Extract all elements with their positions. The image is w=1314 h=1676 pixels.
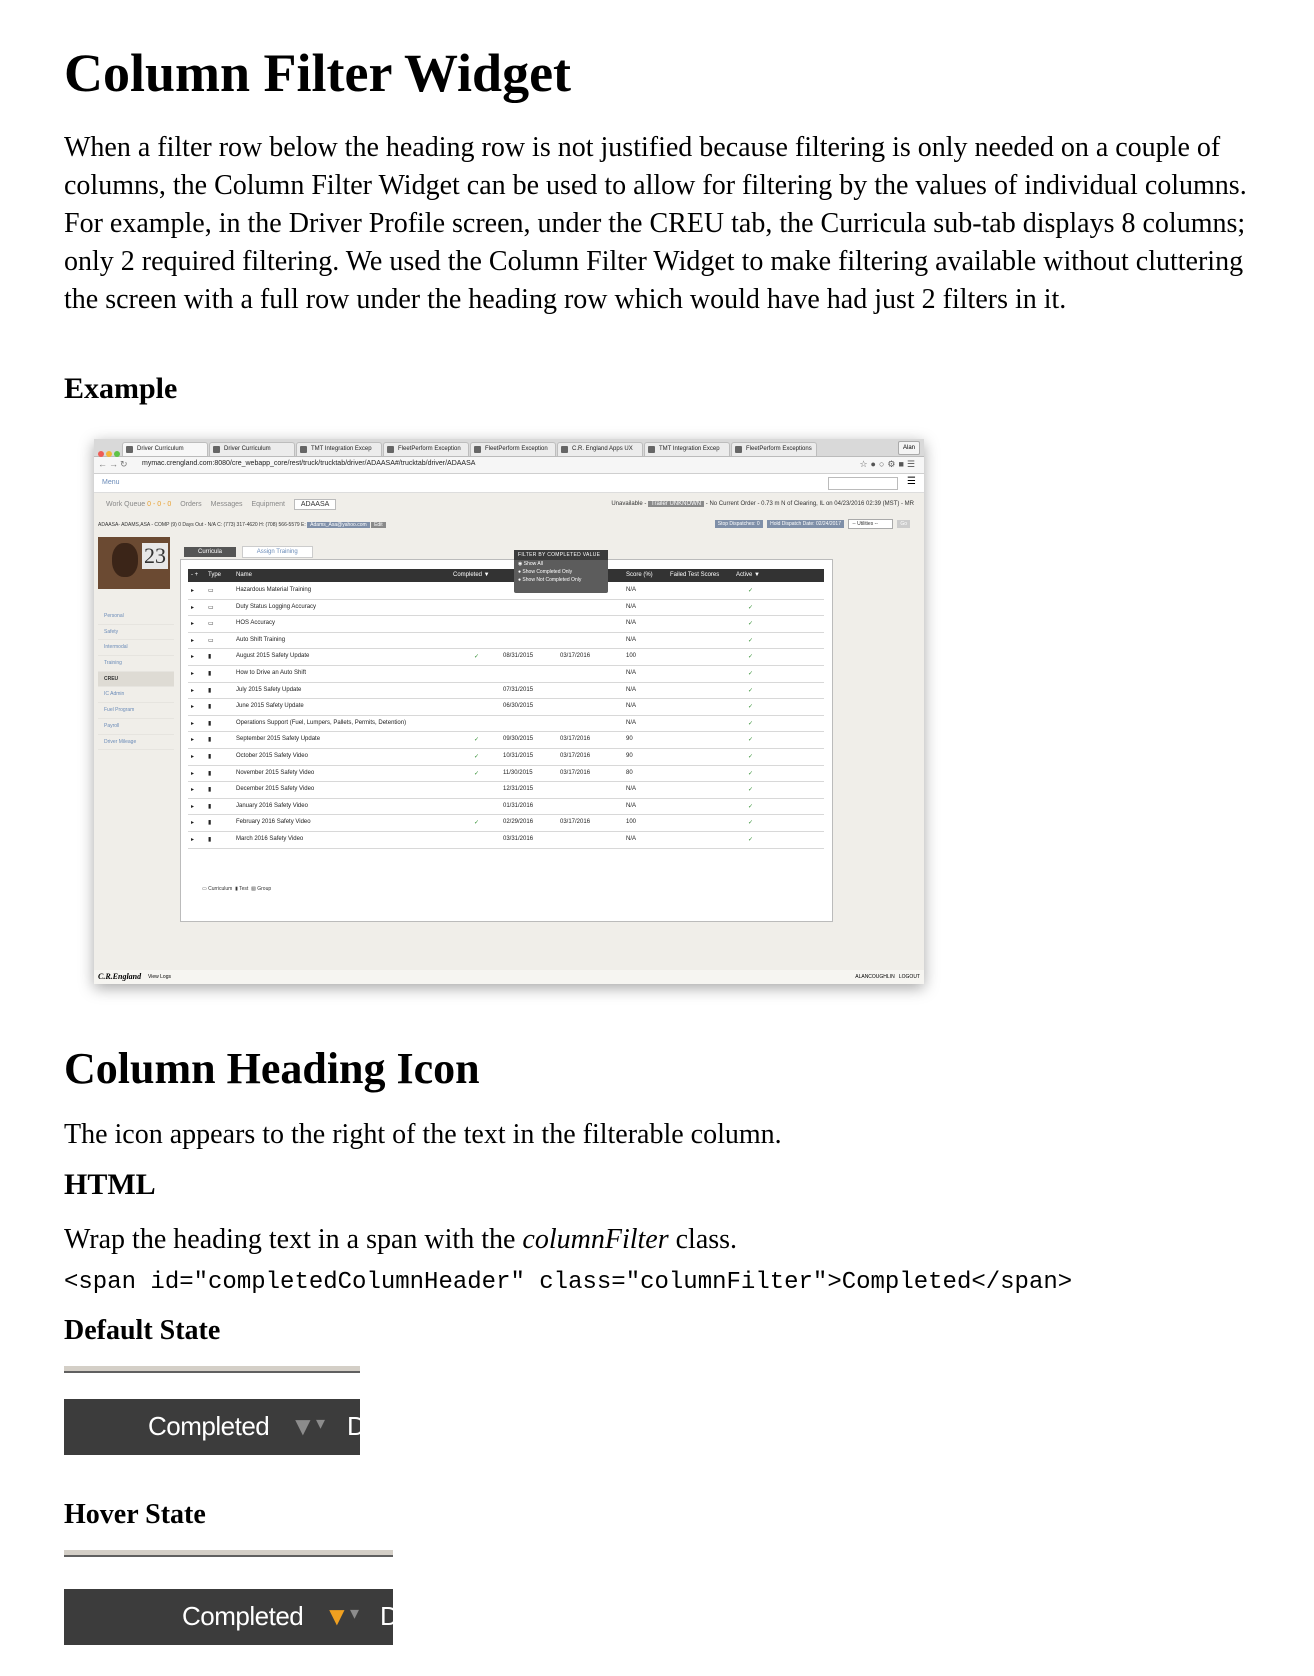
type-legend	[202, 886, 271, 892]
cell-score: 90	[626, 736, 633, 743]
cell-active: ✓	[748, 654, 754, 661]
cell-date1: 10/31/2015	[503, 753, 534, 759]
next-column-label-cut: D	[380, 1601, 399, 1631]
filter-icon-default[interactable]: ▼	[290, 1411, 316, 1441]
cell-type-icon: ▮	[208, 704, 212, 711]
cell-date1: 02/29/2016	[503, 819, 534, 826]
completed-label-default: Completed	[148, 1411, 270, 1441]
app-menu-bar	[94, 474, 924, 493]
cell-type-icon: ▮	[208, 787, 212, 794]
tab-favicon	[300, 446, 307, 453]
cell-type-icon: ▮	[208, 770, 212, 777]
go-button[interactable]: Go	[897, 520, 910, 528]
cell-score: N/A	[626, 620, 637, 627]
work-queue-counts: 0 - 0 - 0	[147, 501, 172, 508]
expand-row-icon[interactable]: ▸	[191, 770, 195, 777]
tab-favicon	[126, 446, 133, 453]
code-sample: <span id="completedColumnHeader" class="columnFilter">Completed</span>	[64, 1269, 1073, 1296]
cell-active: ✓	[748, 604, 754, 611]
table-row[interactable]	[188, 615, 824, 633]
sidebar-item-safety[interactable]: Safety	[98, 625, 174, 641]
cell-type-icon: ▭	[208, 621, 214, 628]
dispatch-controls	[712, 521, 910, 527]
utilities-select[interactable]: -- Utilities --	[848, 519, 893, 529]
cell-active: ✓	[748, 588, 754, 594]
user-button[interactable]: Alan	[898, 441, 920, 455]
cell-active: ✓	[748, 820, 754, 827]
cell-date1: 06/30/2015	[503, 703, 534, 710]
cell-type-icon: ▮	[208, 654, 212, 661]
next-column-label-cut: D	[347, 1411, 366, 1441]
cell-type-icon: ▭	[208, 604, 214, 611]
cell-date2: 03/17/2016	[560, 653, 591, 660]
cell-active: ✓	[748, 803, 754, 810]
cell-type-icon: ▭	[208, 637, 214, 644]
cell-type-icon: ▮	[208, 754, 212, 760]
default-state-heading: Default State	[64, 1315, 221, 1346]
column-header-hover	[64, 1589, 399, 1645]
profile-side-nav	[98, 609, 174, 750]
expand-row-icon[interactable]: ▸	[191, 803, 195, 810]
sidebar-item-ic-admin[interactable]: IC Admin	[98, 687, 174, 703]
hover-state-heading: Hover State	[64, 1499, 206, 1530]
company-logo: C.R.England	[98, 972, 142, 981]
footer-username: ALANCOUGHLIN	[855, 974, 895, 980]
logout-link[interactable]: LOGOUT	[898, 974, 920, 980]
cell-score: N/A	[626, 686, 637, 693]
sidebar-item-creu[interactable]: CREU	[98, 672, 174, 688]
address-bar	[94, 457, 924, 474]
cell-score: 90	[626, 753, 633, 759]
html-heading: HTML	[64, 1168, 156, 1201]
wrap-text-class: columnFilter	[522, 1224, 669, 1255]
cell-name: December 2015 Safety Video	[236, 786, 315, 793]
cell-active: ✓	[748, 687, 754, 694]
cell-score: N/A	[626, 836, 637, 842]
expand-row-icon[interactable]: ▸	[191, 588, 195, 594]
search-input[interactable]	[828, 477, 898, 490]
cell-type-icon: ▮	[208, 837, 212, 843]
driver-info-line	[98, 522, 386, 528]
browser-tab[interactable]	[470, 442, 556, 456]
browser-tab-label: FleetPerform Exception	[398, 446, 461, 452]
col-score: Score (%)	[626, 572, 653, 578]
expand-row-icon[interactable]: ▸	[191, 671, 195, 677]
browser-tab-strip	[94, 439, 924, 457]
expand-row-icon[interactable]: ▸	[191, 621, 195, 628]
menu-link[interactable]: Menu	[102, 479, 120, 486]
footer-user	[855, 974, 920, 980]
cell-name: How to Drive an Auto Shift	[236, 670, 307, 676]
driver-face	[112, 543, 138, 577]
cell-completed: ✓	[474, 737, 480, 744]
cell-score: 80	[626, 769, 633, 776]
cell-name: September 2015 Safety Update	[236, 736, 321, 743]
browser-tab[interactable]	[383, 442, 469, 456]
completed-label-hover: Completed	[182, 1601, 304, 1631]
legend-test: Test	[239, 886, 249, 892]
cell-name: August 2015 Safety Update	[236, 653, 310, 660]
table-row[interactable]	[188, 798, 824, 816]
section2-text: The icon appears to the right of the text in the filterable column.	[64, 1119, 782, 1150]
cell-active: ✓	[748, 720, 754, 727]
table-row[interactable]	[188, 731, 824, 749]
driver-number: 23	[144, 543, 166, 568]
cell-score: N/A	[626, 636, 637, 643]
table-row[interactable]	[188, 814, 824, 832]
extension-icons[interactable]: ☆●○⚙■☰	[859, 459, 918, 469]
nav-selected-driver[interactable]: ADAASA	[294, 499, 336, 510]
cell-date2: 03/17/2016	[560, 753, 591, 759]
cell-completed: ✓	[474, 754, 480, 760]
crop-divider-dark	[64, 1371, 360, 1373]
cell-name: June 2015 Safety Update	[236, 703, 304, 710]
nav-equipment[interactable]: Equipment	[251, 501, 285, 508]
cell-date1: 08/31/2015	[503, 653, 534, 660]
filter-option-completed-only[interactable]: ● Show Completed Only	[518, 569, 573, 575]
test-icon: ▮	[235, 886, 238, 892]
cell-active: ✓	[748, 737, 754, 744]
folder-icon: ▭	[202, 886, 207, 892]
filter-option-show-all[interactable]: ◉ Show All	[518, 561, 543, 567]
wrap-text-after: class.	[668, 1224, 738, 1255]
table-row[interactable]	[188, 781, 824, 799]
option-label: Show Completed Only	[522, 569, 573, 575]
expand-row-icon[interactable]: ▸	[191, 837, 195, 843]
browser-tab-label: Driver Curriculum	[137, 446, 184, 452]
table-row[interactable]	[188, 665, 824, 683]
browser-tab[interactable]	[731, 442, 817, 456]
wrap-text-before: Wrap the heading text in a span with the	[64, 1224, 523, 1255]
cell-date1: 11/30/2015	[503, 769, 533, 776]
cell-name: Operations Support (Fuel, Lumpers, Pallets, Permits, Detention)	[236, 719, 407, 726]
browser-tab-label: TMT Integration Excep	[311, 446, 372, 452]
sidebar-item-fuel-program[interactable]: Fuel Program	[98, 703, 174, 719]
driver-photo	[98, 537, 170, 589]
chevron-down-icon: ▾	[316, 1413, 326, 1433]
stop-dispatches-button[interactable]: Stop Dispatches: 0	[715, 520, 763, 528]
expand-row-icon[interactable]: ▸	[191, 604, 195, 611]
cell-score: N/A	[626, 802, 637, 809]
hover-state-crop	[64, 1550, 399, 1645]
expand-row-icon[interactable]: ▸	[191, 820, 195, 827]
table-row[interactable]	[188, 632, 824, 650]
cell-type-icon: ▮	[208, 803, 212, 810]
col-completed[interactable]: Completed ▼	[453, 572, 490, 578]
example-heading: Example	[64, 372, 178, 405]
cell-active: ✓	[748, 837, 754, 843]
expand-row-icon[interactable]: ▸	[191, 720, 195, 727]
legend-curriculum: Curriculum	[208, 886, 233, 892]
table-row[interactable]	[188, 765, 824, 783]
driver-email[interactable]: Adams_Asa@yahoo.com	[307, 522, 370, 528]
cell-date1: 03/31/2016	[503, 836, 534, 842]
table-header	[188, 569, 824, 582]
sub-tabs	[184, 546, 317, 558]
col-name: Name	[236, 572, 253, 578]
top-nav	[106, 501, 343, 508]
cell-score: N/A	[626, 603, 637, 610]
cell-name: Duty Status Logging Accuracy	[236, 603, 317, 610]
cell-score: 100	[626, 653, 637, 660]
expand-row-icon[interactable]: ▸	[191, 737, 195, 744]
option-label: Show All	[523, 561, 543, 567]
table-row[interactable]	[188, 682, 824, 700]
sidebar-item-intermodal[interactable]: Intermodal	[98, 640, 174, 656]
cell-completed: ✓	[474, 770, 480, 777]
table-row[interactable]	[188, 831, 824, 849]
wrap-text	[64, 1221, 1254, 1259]
cell-score: N/A	[626, 587, 637, 593]
cell-date1: 01/31/2016	[503, 802, 534, 809]
tab-favicon	[474, 446, 481, 453]
column-header-default	[64, 1399, 366, 1455]
cell-active: ✓	[748, 637, 754, 644]
cell-name: October 2015 Safety Video	[236, 753, 308, 759]
cell-active: ✓	[748, 787, 754, 794]
cell-score: N/A	[626, 786, 637, 793]
cell-type-icon: ▮	[208, 820, 212, 827]
cell-type-icon: ▮	[208, 737, 212, 744]
crop-divider-dark	[64, 1555, 393, 1557]
cell-name: January 2016 Safety Video	[236, 802, 308, 809]
table-row[interactable]	[188, 748, 824, 766]
edit-button[interactable]: Edit	[371, 522, 386, 528]
expand-row-icon[interactable]: ▸	[191, 637, 195, 644]
browser-tab[interactable]	[209, 442, 295, 456]
default-state-crop	[64, 1366, 366, 1455]
col-expand[interactable]: - +	[191, 572, 199, 578]
sidebar-item-personal[interactable]: Personal	[98, 609, 174, 625]
cell-name: Hazardous Material Training	[236, 587, 312, 593]
status-suffix: - No Current Order - 0.73 m N of Clearing, IL on 04/23/2016 02:39 (MST) - MR	[705, 501, 914, 507]
cell-score: N/A	[626, 719, 637, 726]
cell-active: ✓	[748, 770, 754, 777]
cell-type-icon: ▮	[208, 720, 212, 727]
filter-option-not-completed-only[interactable]: ● Show Not Completed Only	[518, 577, 582, 583]
expand-row-icon[interactable]: ▸	[191, 787, 195, 794]
browser-tab-label: FleetPerform Exceptions	[746, 446, 812, 452]
hamburger-icon[interactable]: ☰	[907, 476, 916, 487]
page-title: Column Filter Widget	[64, 43, 572, 103]
tab-favicon	[387, 446, 394, 453]
expand-row-icon[interactable]: ▸	[191, 654, 195, 661]
browser-nav-icons[interactable]: ←→↻	[98, 459, 130, 469]
url-field[interactable]: mymac.crengland.com:8080/cre_webapp_core/rest/truck/trucktab/driver/ADAASA#/trucktab/driver/ADAASA	[142, 460, 476, 467]
browser-tab[interactable]	[122, 442, 208, 456]
sidebar-item-training[interactable]: Training	[98, 656, 174, 672]
intro-paragraph: When a filter row below the heading row is not justified because filtering is only needed on a couple of columns, the Column Filter Widget can be used to allow for filtering by the values of individual columns. For example, in the Driver Profile screen, under the CREU tab, the Curricula sub-tab displays 8 columns; only 2 required filtering. We used the Column Filter Widget to make filtering available without cluttering the screen with a full row under the heading row which would have had just 2 filters in it.	[64, 132, 1247, 315]
option-label: Show Not Completed Only	[522, 577, 582, 583]
cell-completed: ✓	[474, 820, 480, 827]
driver-status	[611, 501, 914, 507]
cell-date1: 09/30/2015	[503, 736, 534, 743]
cell-active: ✓	[748, 671, 754, 677]
driver-info: ADAASA- ADAMS,ASA - COMP (9) 0 Days Out - N/A C: (773) 317-4620 H: (708) 566-5579 E:	[98, 522, 306, 528]
browser-tab[interactable]	[644, 442, 730, 456]
browser-tab-label: FleetPerform Exception	[485, 446, 548, 452]
cell-name: HOS Accuracy	[236, 620, 276, 627]
tab-favicon	[213, 446, 220, 453]
sidebar-item-driver-mileage[interactable]: Driver Mileage	[98, 735, 174, 751]
sidebar-item-payroll[interactable]: Payroll	[98, 719, 174, 735]
nav-work-queue[interactable]: Work Queue	[106, 501, 146, 508]
curricula-panel	[180, 559, 833, 922]
cell-active: ✓	[748, 754, 754, 760]
cell-name: February 2016 Safety Video	[236, 819, 311, 826]
browser-tab-label: Driver Curriculum	[224, 446, 271, 452]
cell-date1: 07/31/2015	[503, 686, 534, 693]
cell-active: ✓	[748, 704, 754, 711]
cell-type-icon: ▭	[208, 588, 214, 594]
cell-active: ✓	[748, 621, 754, 628]
browser-tab[interactable]	[296, 442, 382, 456]
view-logs-link[interactable]: View Logs	[148, 974, 171, 980]
section-title-column-heading-icon: Column Heading Icon	[64, 1044, 480, 1093]
table-row[interactable]	[188, 599, 824, 617]
nav-messages[interactable]: Messages	[210, 501, 243, 508]
app-footer	[94, 970, 924, 984]
cell-name: Auto Shift Training	[236, 636, 286, 643]
cell-completed: ✓	[474, 654, 480, 661]
example-screenshot	[94, 439, 924, 984]
tab-curricula[interactable]: Curricula	[184, 547, 236, 557]
cell-score: 100	[626, 819, 637, 826]
chevron-down-icon: ▾	[350, 1603, 360, 1623]
expand-row-icon[interactable]: ▸	[191, 687, 195, 694]
expand-row-icon[interactable]: ▸	[191, 704, 195, 711]
status-badge: Trailer UNKNOWN	[648, 501, 704, 507]
cell-date2: 03/17/2016	[560, 736, 591, 743]
cell-name: November 2015 Safety Video	[236, 769, 315, 776]
col-type: Type	[208, 572, 222, 578]
filter-icon-hover[interactable]: ▼	[324, 1601, 350, 1631]
expand-row-icon[interactable]: ▸	[191, 754, 195, 760]
cell-type-icon: ▮	[208, 687, 212, 694]
browser-tab-label: C.R. England Apps UX	[572, 446, 633, 452]
legend-group: Group	[257, 886, 272, 892]
table-row[interactable]	[188, 582, 824, 600]
browser-tab[interactable]	[557, 442, 643, 456]
cell-score: N/A	[626, 670, 637, 676]
status-prefix: Unavailable -	[611, 501, 647, 507]
cell-name: July 2015 Safety Update	[236, 686, 302, 693]
table-row[interactable]	[188, 715, 824, 733]
cell-date2: 03/17/2016	[560, 769, 591, 776]
table-row[interactable]	[188, 698, 824, 716]
group-icon: ▧	[251, 886, 256, 892]
tab-favicon	[735, 446, 742, 453]
hold-dispatch-button[interactable]: Hold Dispatch Date: 02/24/2017	[767, 520, 844, 528]
browser-tab-label: TMT Integration Excep	[659, 446, 720, 452]
cell-type-icon: ▮	[208, 671, 212, 677]
col-active[interactable]: Active ▼	[736, 572, 760, 578]
cell-date1: 12/31/2015	[503, 786, 534, 793]
tab-assign-training[interactable]: Assign Training	[242, 546, 313, 558]
cell-name: March 2016 Safety Video	[236, 836, 304, 842]
tab-favicon	[561, 446, 568, 453]
completed-filter-popup	[514, 550, 608, 593]
filter-popup-title: FILTER BY COMPLETED VALUE	[514, 550, 608, 560]
cell-score: N/A	[626, 703, 637, 710]
cell-date2: 03/17/2016	[560, 819, 591, 826]
tab-favicon	[648, 446, 655, 453]
table-row[interactable]	[188, 648, 824, 666]
nav-orders[interactable]: Orders	[180, 501, 202, 508]
col-failed-tests: Failed Test Scores	[670, 572, 720, 578]
